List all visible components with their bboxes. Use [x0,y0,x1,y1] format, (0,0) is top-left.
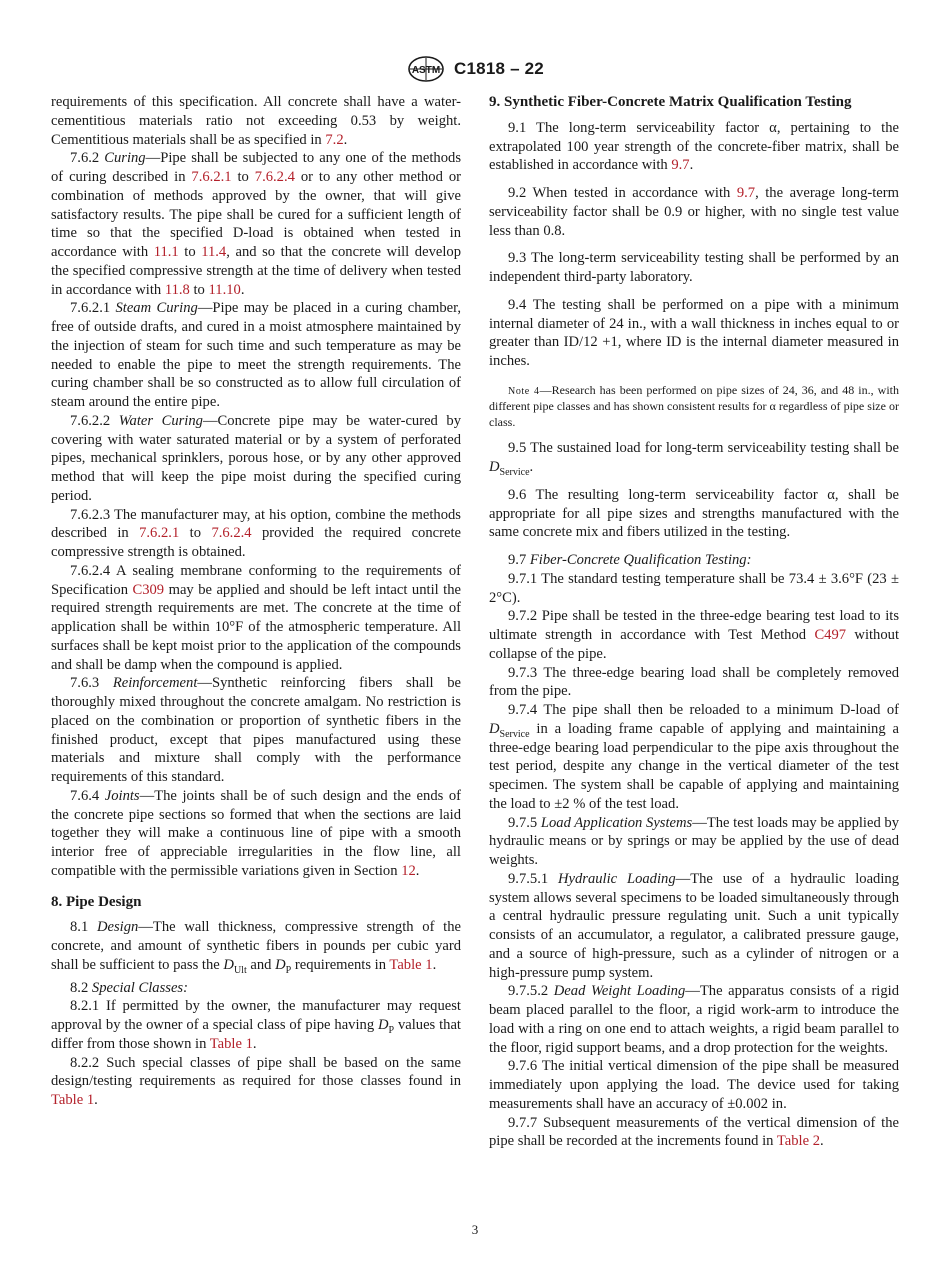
paragraph-9-7-1: 9.7.1 The standard testing temperature shall be 73.4 ± 3.6°F (23 ± 2°C). [489,570,899,606]
paragraph-9-3: 9.3 The long-term serviceability testing shall be performed by an independent third-party laboratory. [489,250,899,285]
ref-link[interactable]: 12 [401,862,416,879]
right-column [489,93,899,1151]
page-number: 3 [471,1222,479,1237]
paragraph-9-7-6: 9.7.6 The initial vertical dimension of the pipe shall be measured immediately upon applying the load. The device used for taking measurements shall have an accuracy of ±0.002 in. [489,1058,899,1112]
run-in-heading: Joints [104,787,140,804]
paragraph-9-7-3: 9.7.3 The three-edge bearing load shall be completely removed from the pipe. [489,664,899,700]
paragraph-9-2: 9.2 When tested in accordance with 9.7, the average long-term serviceability factor shall be 0.9 or higher, with no single test value less than 0.8. [489,185,899,239]
ref-link[interactable]: 11.4 [201,244,227,260]
ref-link[interactable]: 7.6.2.4 [254,169,295,185]
ref-link[interactable]: Table 1 [51,1092,95,1108]
ref-link[interactable]: Table 1 [389,956,433,973]
paragraph-7-6-2-3: 7.6.2.3 The manufacturer may, at his option, combine the methods described in 7.6.2.1 to 7.6.2.4 provided the required concrete compressive strength is obtained. [51,506,461,560]
section-heading-8: 8. Pipe Design [51,893,142,910]
ref-link[interactable]: 11.10 [208,281,241,298]
paragraph-7-6-2-1: 7.6.2.1 Steam Curing—Pipe may be placed in a curing chamber, free of outside drafts, and cured in a moist atmosphere maintained by the injection of steam for such time and such temperature as may be needed to enable the pipe to meet the strength requirements. The curing chamber shall be so constructed as to allow full circulation of steam around the entire pipe. [51,300,462,410]
paragraph-8-2: 8.2 Special Classes: [70,979,188,996]
paragraph-7-6-2: 7.6.2 Curing—Pipe shall be subjected to any one of the methods of curing described in 7.6.2.1 to 7.6.2.4 or to any other method or combination of methods approved by the owner, that will give satisfactory results. The pipe shall be cured for a sufficient length of time so that the specified D-load is obtained when tested in accordance with 11.1 to 11.4, and so that the concrete will develop the specified compressive strength at the time of delivery when tested in accordance with 11.8 to 11.10. [51,150,462,298]
note-4: Note 4—Research has been performed on pipe sizes of 24, 36, and 48 in., with different pipe classes and has shown consistent results for α regardless of pipe size or class. [489,382,899,429]
ref-link[interactable]: Table 1 [209,1035,253,1052]
paragraph-9-5: 9.5 The sustained load for long-term serviceability testing shall be $D_{Service}$. [489,440,899,478]
logo-text: ASTM [411,65,441,76]
run-in-heading: Load Application Systems [540,814,693,831]
paragraph-9-7-5: 9.7.5 Load Application Systems—The test loads may be applied by hydraulic means or by springs or may be applied by the use of dead weights. [489,814,899,868]
run-in-heading: Steam Curing [115,300,198,317]
ref-link[interactable]: Table 2 [776,1133,821,1150]
document-id: C1818 – 22 [454,59,544,78]
paragraph-7-6-3: 7.6.3 Reinforcement—Synthetic reinforcing fibers shall be thoroughly mixed throughout the concrete amalgam. No restriction is placed on the combination or proportion of synthetic fibers in the finished product, except that pipes manufactured using these materials and mixture shall comply with the performance requirements of this standard. [51,675,461,785]
paragraph-9-6: 9.6 The resulting long-term serviceability factor α, shall be appropriate for all pipe sizes and strengths manufactured with the same concrete mix and fibers utilized in the testing. [489,486,899,541]
run-in-heading: Curing [104,150,146,167]
ref-link[interactable]: 7.6.2.1 [191,169,232,185]
ref-link[interactable]: C497 [814,627,847,643]
run-in-heading: Design [96,919,139,936]
paragraph-8-2-2: 8.2.2 Such special classes of pipe shall be based on the same design/testing requirements as required for those classes found in Table 1. [51,1054,461,1108]
paragraph-7-6-1-cont: requirements of this specification. All concrete shall have a water-cementitious materials ratio not exceeding 0.53 by weight. Cementitious materials shall be as specified in 7.2. [51,94,461,148]
paragraph-9-1: 9.1 The long-term serviceability factor α, pertaining to the extrapolated 100 year strength of the concrete-fiber matrix, shall be established in accordance with 9.7. [489,119,899,174]
ref-link[interactable]: 7.6.2.1 [139,525,180,542]
paragraph-7-6-2-2: 7.6.2.2 Water Curing—Concrete pipe may be water-cured by covering with water saturated material or by a system of perforated pipes, mechanical sprinklers, porous hose, or by any other approved method that will keep the pipe moist during the specified curing period. [51,412,462,504]
ref-link[interactable]: 9.7 [671,157,690,174]
paragraph-9-7-7: 9.7.7 Subsequent measurements of the vertical dimension of the pipe shall be recorded at the increments found in Table 2. [489,1114,899,1150]
run-in-heading: Fiber-Concrete Qualification Testing: [529,552,752,568]
astm-logo-icon [406,56,446,82]
paragraph-9-4: 9.4 The testing shall be performed on a pipe with a minimum internal diameter of 24 in., with a wall thickness in inches equal to or greater than ID/12 +1, where ID is the internal diameter measured in inches. [489,296,899,369]
ref-link[interactable]: 11.1 [153,244,179,260]
paragraph-9-7: 9.7 Fiber-Concrete Qualification Testing: [508,552,752,568]
paragraph-9-7-5-2: 9.7.5.2 Dead Weight Loading—The apparatus consists of a rigid beam placed parallel to the floor, a rigid work-arm to introduce the load with a ring on one end to attach weights, a rigid beam parallel to the floor, rigid support beams, and a drop protection for the weights. [489,983,900,1056]
paragraph-9-7-2: 9.7.2 Pipe shall be tested in the three-edge bearing test load to its ultimate strength in accordance with Test Method C497 without collapse of the pipe. [489,608,900,662]
ref-link[interactable]: 9.7 [736,185,756,201]
paragraph-8-2-1: 8.2.1 If permitted by the owner, the manufacturer may request approval by the owner of a special class of pipe having $D_P$ values that differ from those shown in Table 1. [51,998,461,1052]
page-header [0,56,950,82]
run-in-heading: Reinforcement [112,675,198,692]
run-in-heading: Special Classes: [91,979,188,996]
section-heading-9: 9. Synthetic Fiber-Concrete Matrix Qualification Testing [489,94,852,110]
ref-link[interactable]: 11.8 [164,281,190,298]
run-in-heading: Water Curing [118,412,203,429]
ref-link[interactable]: 7.2 [325,131,344,148]
ref-link[interactable]: 7.6.2.4 [211,525,252,542]
left-column [51,93,461,1110]
ref-link[interactable]: C309 [132,581,165,598]
run-in-heading: Dead Weight Loading [553,983,686,1000]
note-label: Note 4 [508,385,540,397]
paragraph-7-6-2-4: 7.6.2.4 A sealing membrane conforming to the requirements of Specification C309 may be applied and should be left intact until the required strength requirements are met. The concrete at the time of application shall be within 10°F of the atmospheric temperature. All surfaces shall be kept moist prior to the application of the compounds and shall be damp when the compound is applied. [51,562,461,673]
paragraph-8-1: 8.1 Design—The wall thickness, compressive strength of the concrete, and amount of synthetic fibers in pounds per cubic yard shall be sufficient to pass the $D_{Ult}$ and $D_P$ requirements in Table 1. [51,919,461,976]
paragraph-7-6-4: 7.6.4 Joints—The joints shall be of such design and the ends of the concrete pipe sections so formed that when the sections are laid together they will make a continuous line of pipe with a smooth interior free of appreciable irregularities in the flow line, all compatible with the permissible variations given in Section 12. [51,787,462,879]
paragraph-9-7-4: 9.7.4 The pipe shall then be reloaded to a minimum D-load of $D_{Service}$ in a loading frame capable of applying and maintaining a three-edge bearing load perpendicular to the pipe axis throughout the test period, despite any change in the vertical diameter of the test specimen. The system shall be capable of applying and maintaining the load to ±2 % of the test load. [489,702,899,812]
run-in-heading: Hydraulic Loading [557,870,676,887]
paragraph-9-7-5-1: 9.7.5.1 Hydraulic Loading—The use of a hydraulic loading system allows several specimens to be loaded simultaneously through a central hydraulic pressure regulating unit. Such a unit typically consists of an accumulator, a regulator, a calibrated pressure gauge, and a source of high-pressure, such as a cylinder of nitrogen or a high-pressure pump system. [489,870,900,981]
